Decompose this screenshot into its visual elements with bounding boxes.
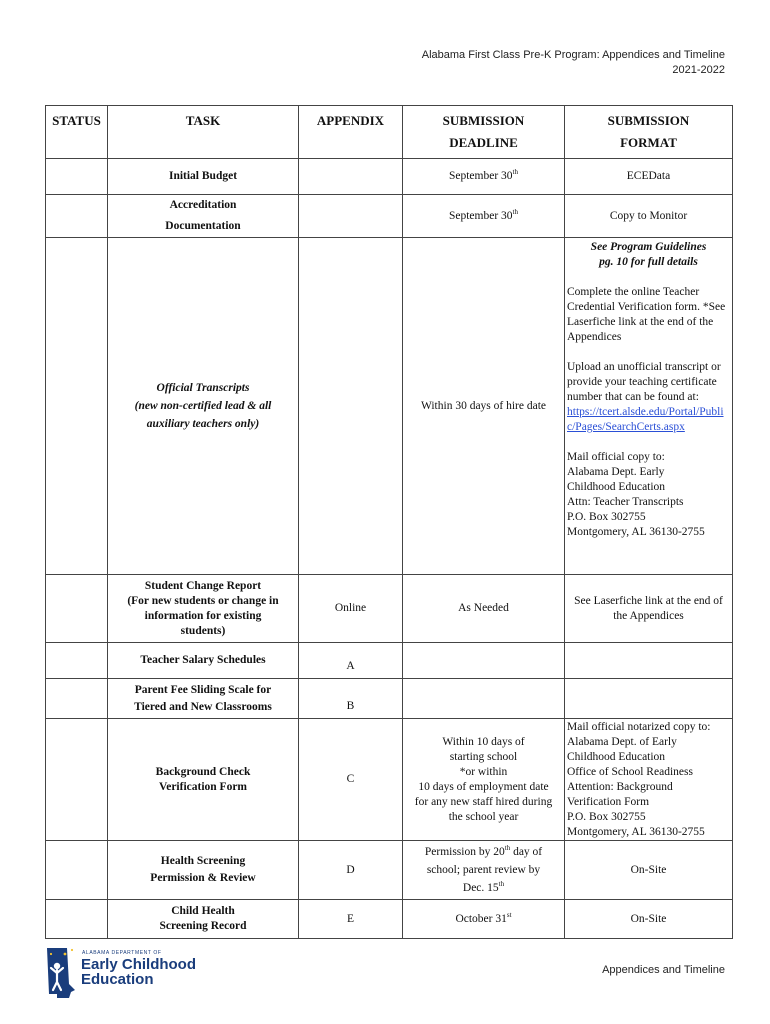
deadline-suffix: th	[498, 880, 505, 889]
deadline-line	[405, 879, 562, 897]
task-line: Documentation	[165, 220, 241, 232]
status-cell	[46, 575, 108, 643]
appendix-cell	[299, 159, 403, 195]
column-header-status: STATUS	[46, 106, 108, 159]
task-cell	[108, 900, 299, 939]
format-cell: See Laserfiche link at the end of the Appendices	[565, 575, 733, 643]
appendices-table	[45, 105, 733, 939]
task-cell	[108, 195, 299, 238]
document-header	[422, 48, 725, 78]
deadline-suffix: th	[512, 168, 518, 177]
status-cell	[46, 195, 108, 238]
task-line: Health Screening	[160, 855, 246, 867]
task-cell: Teacher Salary Schedules	[108, 643, 299, 679]
deadline-header-line2: DEADLINE	[449, 135, 518, 150]
appendix-cell: E	[299, 900, 403, 939]
task-line: Screening Record	[159, 920, 247, 932]
table-row	[46, 643, 733, 679]
table-row	[46, 195, 733, 238]
deadline-line: Within 10 days of	[442, 735, 525, 748]
format-header-line1: SUBMISSION	[607, 113, 690, 128]
task-line: (For new students or change in	[127, 594, 279, 607]
format-cell: On-Site	[565, 900, 733, 939]
appendix-cell: A	[299, 643, 403, 679]
deadline-line: *or within	[459, 765, 508, 778]
logo-line1: Early Childhood	[81, 956, 197, 973]
alabama-state-icon	[45, 944, 79, 1000]
table-header-row	[46, 106, 733, 159]
deadline-cell: Within 30 days of hire date	[403, 238, 565, 575]
table-row	[46, 238, 733, 575]
mail-address-line: P.O. Box 302755	[567, 511, 646, 523]
status-cell	[46, 719, 108, 841]
table-row	[46, 159, 733, 195]
deadline-text: October 31	[455, 912, 507, 925]
task-cell	[108, 719, 299, 841]
format-cell: ECEData	[565, 159, 733, 195]
task-line: students)	[180, 624, 226, 637]
task-cell	[108, 575, 299, 643]
appendix-cell: C	[299, 719, 403, 841]
task-line: Background Check	[155, 765, 251, 778]
appendix-cell: B	[299, 679, 403, 719]
status-cell	[46, 643, 108, 679]
mail-address-line: Attn: Teacher Transcripts	[567, 496, 684, 508]
certificate-search-link[interactable]: https://tcert.alsde.edu/Portal/Public/Pages/SearchCerts.aspx	[567, 406, 724, 433]
footer-label: Appendices and Timeline	[602, 964, 725, 976]
deadline-cell	[403, 159, 565, 195]
deadline-text: September 30	[448, 209, 513, 222]
column-header-format	[565, 106, 733, 159]
deadline-cell	[403, 900, 565, 939]
table-row	[46, 679, 733, 719]
format-cell	[565, 719, 733, 841]
column-header-deadline	[403, 106, 565, 159]
header-year: 2021-2022	[672, 64, 725, 76]
task-line: Child Health	[171, 905, 235, 917]
status-cell	[46, 900, 108, 939]
status-cell	[46, 841, 108, 900]
deadline-cell	[403, 643, 565, 679]
deadline-text: September 30	[448, 170, 513, 182]
mail-address-line: Childhood Education	[567, 750, 666, 763]
format-paragraph: Upload an unofficial transcript or provide your teaching certificate number that can be found at:	[567, 361, 721, 403]
guidelines-note: See Program Guidelines	[590, 241, 707, 253]
task-line: information for existing	[144, 609, 262, 622]
format-cell: On-Site	[565, 841, 733, 900]
mail-address-line: P.O. Box 302755	[567, 810, 646, 823]
appendix-cell: D	[299, 841, 403, 900]
mail-address-line: Verification Form	[567, 795, 650, 808]
column-header-task: TASK	[108, 106, 299, 159]
mail-address-line: Childhood Education	[567, 481, 666, 493]
format-cell	[565, 238, 733, 575]
deadline-cell	[403, 841, 565, 900]
deadline-suffix: th	[504, 844, 511, 853]
mail-address-line: Attention: Background	[567, 780, 673, 793]
task-cell	[108, 238, 299, 575]
format-cell	[565, 643, 733, 679]
appendix-cell	[299, 195, 403, 238]
deadline-line	[405, 843, 562, 861]
mail-address-line: Montgomery, AL 36130-2755	[567, 825, 705, 838]
deadline-line: starting school	[449, 750, 518, 763]
deadline-text: Dec. 15	[462, 882, 499, 894]
table-row	[46, 719, 733, 841]
deadline-suffix: th	[512, 207, 518, 216]
deadline-cell	[403, 195, 565, 238]
deadline-line: the school year	[448, 810, 519, 823]
task-line: auxiliary teachers only)	[146, 418, 260, 430]
deadline-cell	[403, 719, 565, 841]
deadline-cell	[403, 679, 565, 719]
task-line: Official Transcripts	[156, 382, 250, 394]
format-paragraph: Complete the online Teacher Credential Verification form. *See Laserfiche link at the end of the Appendices	[567, 286, 726, 343]
task-line: Parent Fee Sliding Scale for	[134, 683, 272, 696]
mail-address-line: Mail official notarized copy to:	[567, 720, 711, 733]
deadline-suffix: st	[506, 910, 512, 919]
task-line: Tiered and New Classrooms	[134, 700, 272, 713]
task-line: Student Change Report	[144, 579, 262, 592]
task-cell: Initial Budget	[108, 159, 299, 195]
task-line: Accreditation	[169, 199, 237, 211]
deadline-line: 10 days of employment date	[418, 780, 549, 793]
deadline-text: day of	[510, 846, 543, 858]
status-cell	[46, 159, 108, 195]
task-cell	[108, 679, 299, 719]
mail-address-line: Alabama Dept. of Early	[567, 735, 677, 748]
table-row	[46, 575, 733, 643]
format-header-line2: FORMAT	[620, 135, 677, 150]
appendix-cell	[299, 238, 403, 575]
column-header-appendix: APPENDIX	[299, 106, 403, 159]
mail-address-line: Alabama Dept. Early	[567, 466, 665, 478]
status-cell	[46, 238, 108, 575]
header-title: Alabama First Class Pre-K Program: Appendices and Timeline	[421, 49, 725, 61]
format-cell	[565, 679, 733, 719]
deadline-line: school; parent review by	[426, 864, 541, 876]
mail-address-line: Montgomery, AL 36130-2755	[567, 526, 705, 538]
deadline-text: Permission by 20	[424, 846, 505, 858]
deadline-line: for any new staff hired during	[414, 795, 553, 808]
task-line: Permission & Review	[150, 872, 256, 884]
mail-address-line: Mail official copy to:	[567, 451, 665, 463]
table-row	[46, 841, 733, 900]
task-line: (new non-certified lead & all	[134, 400, 272, 412]
deadline-header-line1: SUBMISSION	[442, 113, 525, 128]
logo-department-label: ALABAMA DEPARTMENT OF	[82, 950, 162, 956]
task-cell	[108, 841, 299, 900]
format-cell: Copy to Monitor	[565, 195, 733, 238]
ece-logo	[45, 944, 205, 1002]
mail-address-line: Office of School Readiness	[567, 765, 693, 778]
deadline-cell: As Needed	[403, 575, 565, 643]
status-cell	[46, 679, 108, 719]
appendix-cell: Online	[299, 575, 403, 643]
task-line: Verification Form	[158, 780, 248, 793]
logo-line2: Education	[81, 971, 154, 988]
guidelines-note: pg. 10 for full details	[599, 256, 698, 268]
table-row	[46, 900, 733, 939]
